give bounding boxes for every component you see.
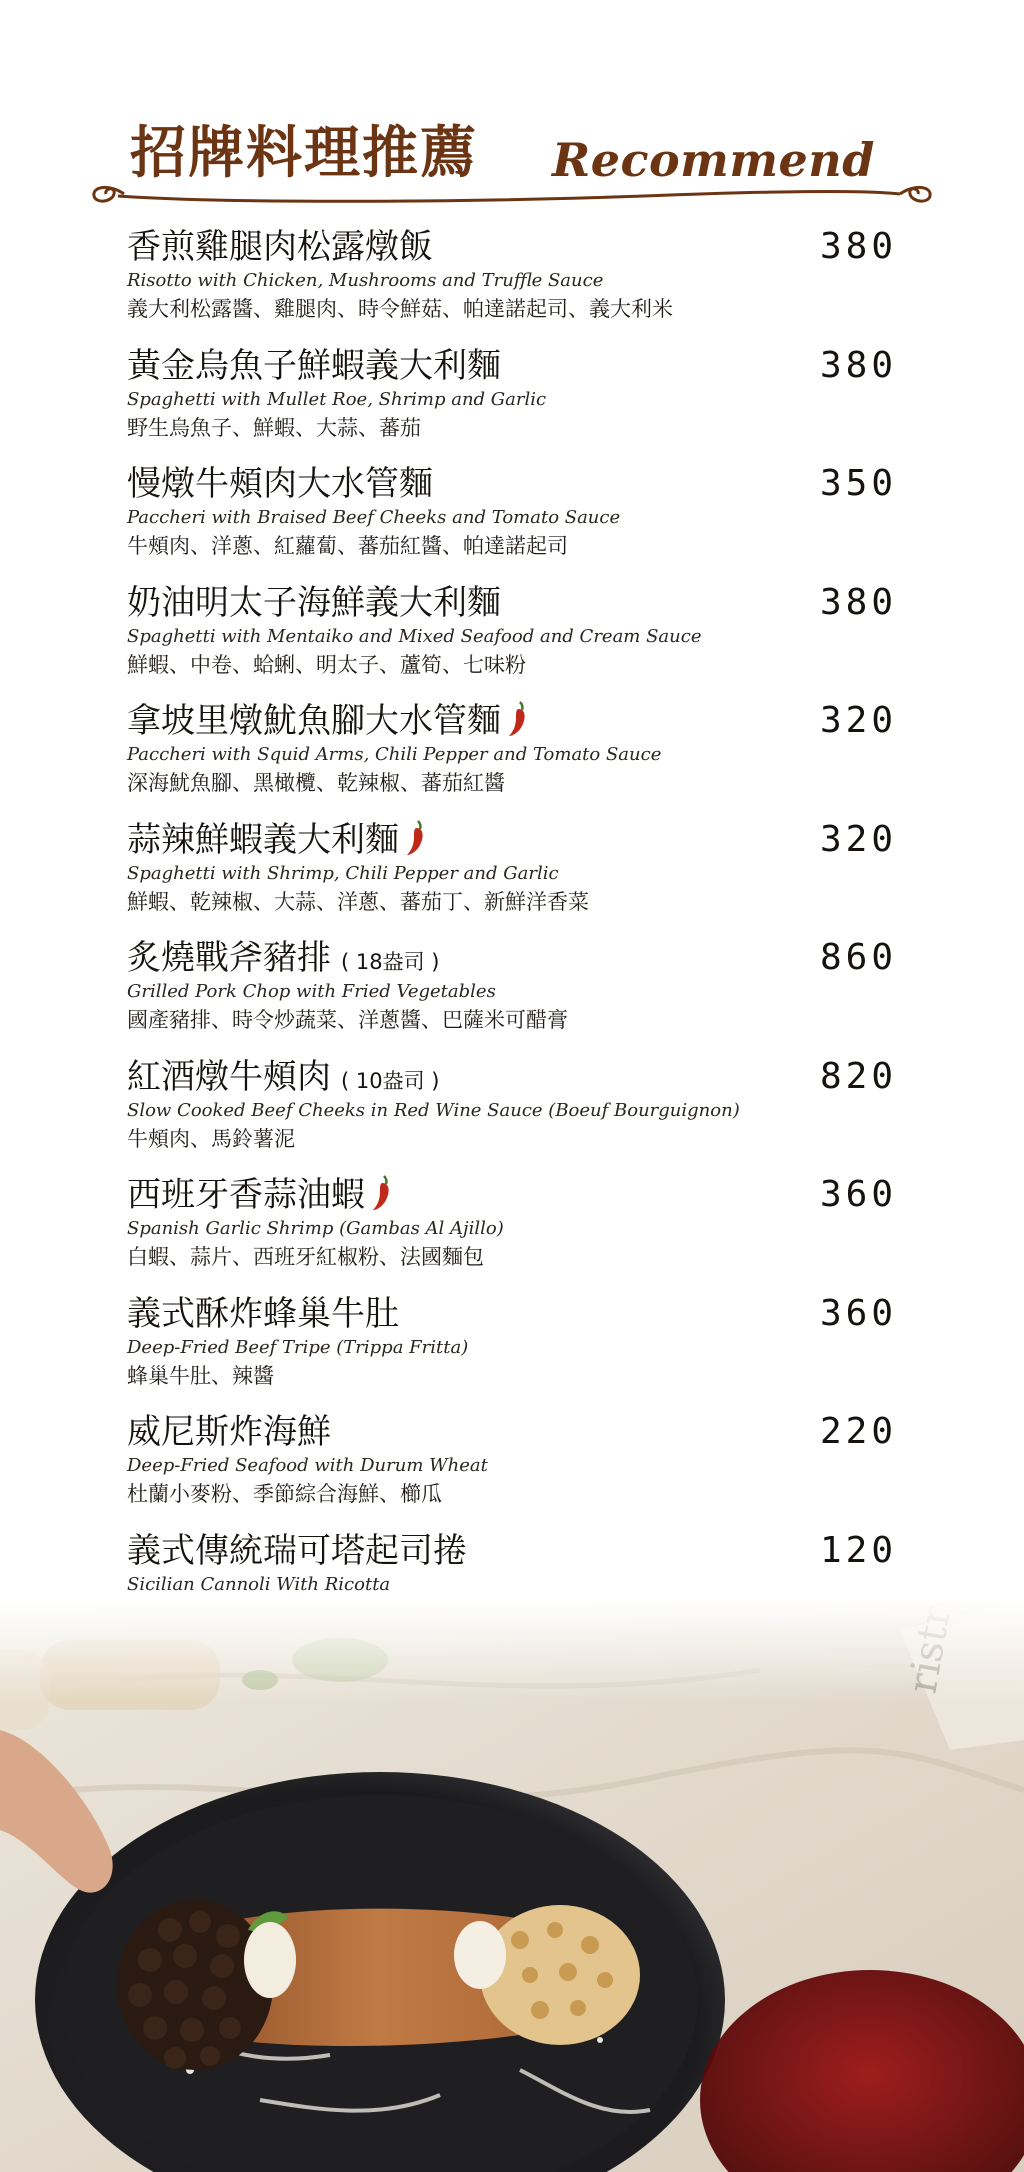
menu-item-name — [127, 1173, 393, 1217]
menu-item-english-name: Spaghetti with Mentaiko and Mixed Seafood and Cream Sauce — [127, 625, 702, 647]
menu-item-name — [127, 818, 427, 862]
menu-item-name-text: 奶油明太子海鮮義大利麵 — [127, 582, 501, 623]
menu-item-name — [127, 1055, 439, 1103]
menu-item-portion-note: ( 10盎司 ) — [341, 1068, 440, 1093]
menu-item — [127, 1055, 897, 1174]
menu-item-ingredients: 鮮蝦、乾辣椒、大蒜、洋蔥、蕃茄丁、新鮮洋香菜 — [127, 889, 589, 914]
menu-item-ingredients: 蜂巢牛肚、辣醬 — [127, 1363, 274, 1388]
menu-item — [127, 699, 897, 818]
menu-item-ingredients: 白蝦、蒜片、西班牙紅椒粉、法國麵包 — [127, 1245, 484, 1269]
menu-item — [127, 344, 897, 463]
menu-item-english-name: Grilled Pork Chop with Fried Vegetables — [127, 981, 496, 1002]
menu-item-name — [127, 1410, 331, 1454]
menu-item-english-name: Paccheri with Squid Arms, Chili Pepper and Tomato Sauce — [127, 744, 662, 765]
menu-item-name — [127, 1292, 399, 1336]
menu-item — [127, 1292, 897, 1411]
menu-item-ingredients: 鮮蝦、中卷、蛤蜊、明太子、蘆筍、七味粉 — [127, 652, 526, 677]
menu-item-portion-note: ( 18盎司 ) — [341, 950, 440, 974]
menu-item — [127, 581, 897, 700]
menu-item-price: 220 — [819, 1411, 897, 1452]
menu-item-name — [127, 936, 439, 984]
menu-item — [127, 225, 897, 344]
menu-item-ingredients: 野生烏魚子、鮮蝦、大蒜、蕃茄 — [127, 415, 421, 440]
menu-item-name-text: 慢燉牛頰肉大水管麵 — [127, 464, 433, 504]
menu-item-name — [127, 344, 501, 388]
menu-item-price: 380 — [819, 344, 897, 386]
menu-item-price: 320 — [819, 700, 897, 741]
menu-item-ingredients: 義大利松露醬、雞腿肉、時令鮮菇、帕達諾起司、義大利米 — [127, 297, 673, 321]
chili-pepper-icon — [507, 700, 529, 738]
header-title-chinese: 招牌料理推薦 — [130, 120, 478, 186]
menu-item-price: 380 — [819, 581, 897, 623]
menu-item-price: 360 — [819, 1174, 897, 1215]
menu-item — [127, 1410, 897, 1529]
header-flourish-ornament — [84, 178, 940, 210]
menu-item — [127, 1173, 897, 1292]
menu-item-price: 360 — [819, 1292, 897, 1334]
menu-header — [84, 118, 940, 210]
menu-item-english-name: Spaghetti with Shrimp, Chili Pepper and Garlic — [127, 862, 559, 884]
menu-item-english-name: Spanish Garlic Shrimp (Gambas Al Ajillo) — [127, 1218, 504, 1239]
menu-item-price: 350 — [819, 463, 897, 504]
menu-item-english-name: Deep-Fried Beef Tripe (Trippa Fritta) — [127, 1336, 469, 1358]
menu-item-name — [127, 225, 433, 269]
menu-item-name-text: 義式傳統瑞可塔起司捲 — [127, 1530, 467, 1571]
menu-item-ingredients: 牛頰肉、洋蔥、紅蘿蔔、蕃茄紅醬、帕達諾起司 — [127, 534, 568, 558]
menu-item-price: 820 — [819, 1055, 897, 1097]
menu-item-ingredients: 國產豬排、時令炒蔬菜、洋蔥醬、巴薩米可醋膏 — [127, 1008, 568, 1032]
menu-item — [127, 462, 897, 581]
menu-item-name-text: 紅酒燉牛頰肉 — [127, 1056, 331, 1097]
menu-list — [127, 225, 897, 1647]
menu-item-english-name: Risotto with Chicken, Mushrooms and Truffle Sauce — [127, 270, 604, 291]
menu-item-ingredients: 牛頰肉、馬鈴薯泥 — [127, 1126, 295, 1151]
menu-item-name-text: 威尼斯炸海鮮 — [127, 1412, 331, 1452]
menu-item — [127, 936, 897, 1055]
menu-item-name-text: 炙燒戰斧豬排 — [127, 938, 331, 978]
menu-item — [127, 818, 897, 937]
menu-item-price: 120 — [819, 1529, 897, 1571]
menu-item-name — [127, 699, 529, 743]
menu-item-name-text: 義式酥炸蜂巢牛肚 — [127, 1293, 399, 1334]
menu-item-price: 320 — [819, 818, 897, 860]
menu-item-name-text: 黃金烏魚子鮮蝦義大利麵 — [127, 345, 501, 386]
menu-item-english-name: Sicilian Cannoli With Ricotta — [127, 1573, 391, 1595]
chili-pepper-icon — [405, 819, 427, 857]
menu-item-price: 380 — [819, 226, 897, 267]
cannoli-photo — [0, 1600, 1024, 2172]
menu-item-english-name: Paccheri with Braised Beef Cheeks and Tomato Sauce — [127, 507, 621, 528]
menu-item-ingredients: 杜蘭小麥粉、季節綜合海鮮、櫛瓜 — [127, 1482, 442, 1506]
menu-item-name — [127, 462, 433, 506]
menu-item-name-text: 西班牙香蒜油蝦 — [127, 1175, 365, 1215]
chili-pepper-icon — [371, 1174, 393, 1212]
menu-item-name — [127, 581, 501, 625]
menu-item-name-text: 蒜辣鮮蝦義大利麵 — [127, 819, 399, 860]
menu-item-english-name: Slow Cooked Beef Cheeks in Red Wine Sauce (Boeuf Bourguignon) — [127, 1099, 740, 1121]
menu-item-price: 860 — [819, 937, 897, 978]
menu-item-name-text: 香煎雞腿肉松露燉飯 — [127, 227, 433, 267]
menu-item-ingredients: 深海魷魚腳、黑橄欖、乾辣椒、蕃茄紅醬 — [127, 771, 505, 795]
menu-item-name — [127, 1529, 467, 1573]
menu-item-name-text: 拿坡里燉魷魚腳大水管麵 — [127, 701, 501, 741]
header-title-english: Recommend — [552, 133, 875, 187]
menu-item-english-name: Spaghetti with Mullet Roe, Shrimp and Garlic — [127, 388, 547, 410]
menu-item-english-name: Deep-Fried Seafood with Durum Wheat — [127, 1455, 488, 1476]
